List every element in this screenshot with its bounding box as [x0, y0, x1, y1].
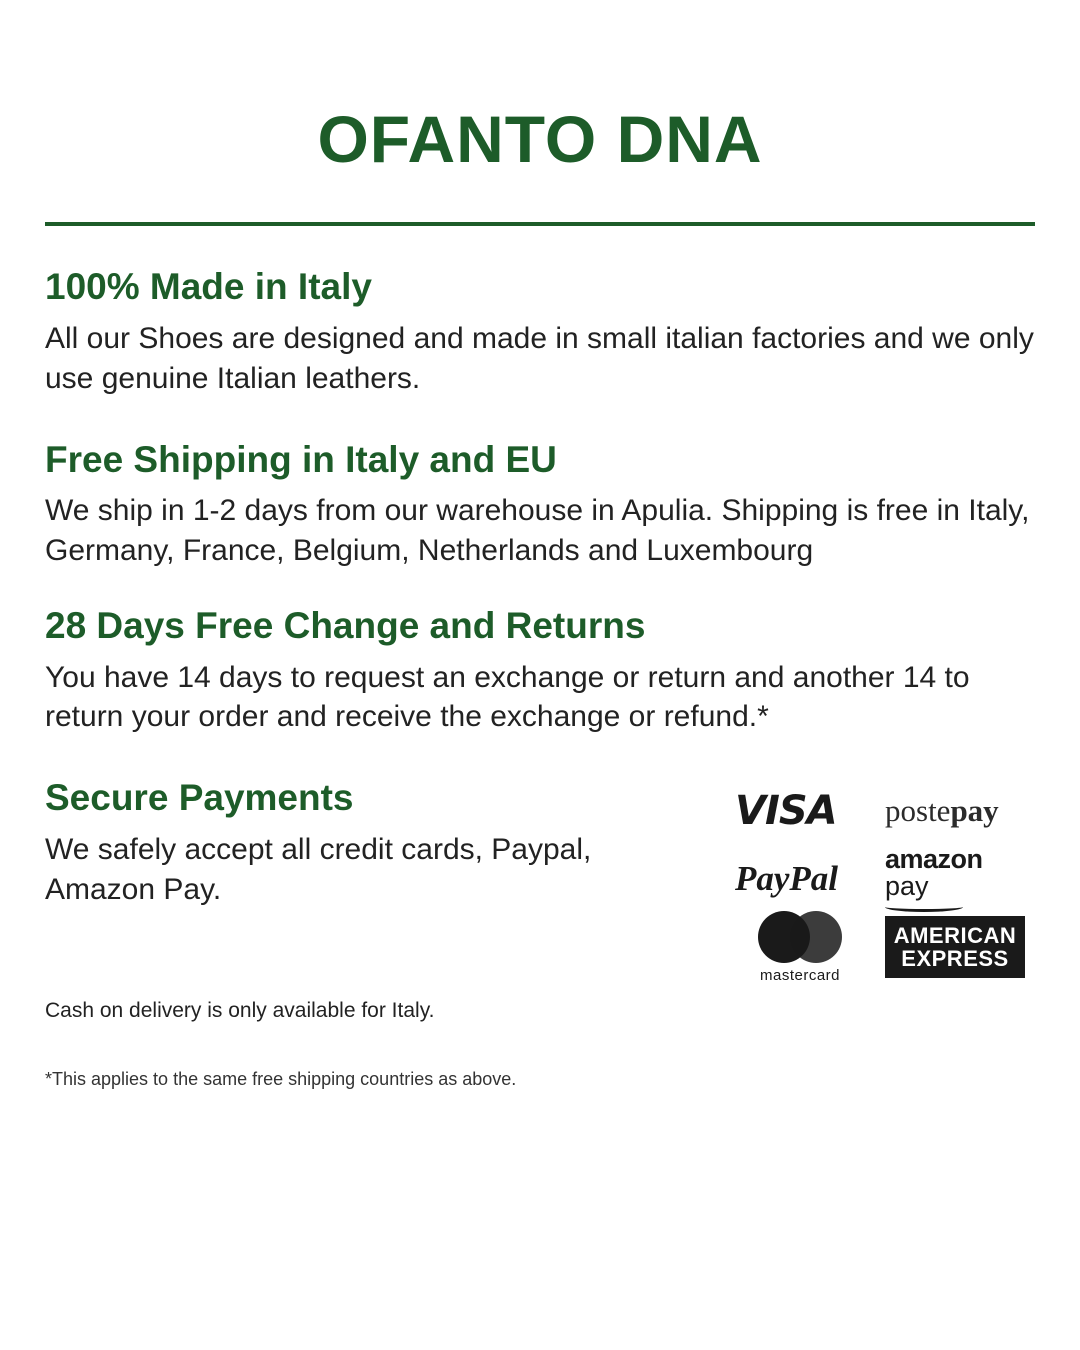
mastercard-logo — [735, 921, 865, 984]
section-body-free-shipping: We ship in 1-2 days from our warehouse in Apulia. Shipping is free in Italy, Germany, France, Belgium, Netherlands and Luxembourg — [45, 494, 1030, 568]
section-heading-secure-payments: Secure Payments — [45, 777, 354, 819]
section-heading-returns: 28 Days Free Change and Returns — [45, 604, 646, 646]
page-title: OFANTO DNA — [317, 102, 763, 176]
postepay-light-text: poste — [885, 793, 951, 829]
payment-logos — [735, 777, 1035, 984]
mastercard-logo-text: mastercard — [759, 966, 841, 984]
payments-text — [45, 777, 685, 909]
postepay-logo — [885, 785, 1025, 837]
section-secure-payments — [45, 777, 1035, 1023]
amazon-swoosh-icon — [885, 902, 963, 912]
footnote: *This applies to the same free shipping countries as above. — [45, 1069, 517, 1090]
amazon-pay-logo-text — [885, 846, 1025, 912]
section-returns — [45, 605, 1035, 737]
cash-on-delivery-note: Cash on delivery is only available for Italy. — [45, 999, 435, 1023]
section-body-made-in-italy: All our Shoes are designed and made in small italian factories and we only use genuine Italian leathers. — [45, 321, 1034, 395]
postepay-logo-text — [885, 793, 1025, 829]
payments-row — [45, 777, 1035, 984]
mastercard-circles-icon — [758, 911, 842, 963]
amex-line-2: EXPRESS — [901, 946, 1009, 972]
section-heading-made-in-italy: 100% Made in Italy — [45, 266, 372, 308]
amex-line-1: AMERICAN — [893, 923, 1017, 949]
paypal-logo-text: PayPal — [735, 859, 839, 899]
amazon-pay-bold-text: amazon — [885, 844, 983, 875]
paypal-logo — [735, 853, 865, 905]
amex-box — [885, 916, 1025, 978]
amazon-pay-light-text: pay — [885, 871, 929, 902]
title-divider — [45, 222, 1035, 226]
visa-logo-text: VISA — [735, 788, 837, 835]
section-heading-free-shipping: Free Shipping in Italy and EU — [45, 438, 557, 480]
american-express-logo — [885, 921, 1025, 973]
section-body-secure-payments: We safely accept all credit cards, Paypal, Amazon Pay. — [45, 832, 592, 906]
visa-logo — [735, 785, 865, 837]
section-made-in-italy — [45, 266, 1035, 398]
amazon-pay-logo — [885, 844, 1025, 905]
postepay-bold-text: pay — [950, 793, 999, 829]
section-free-shipping — [45, 439, 1035, 571]
section-body-returns: You have 14 days to request an exchange or return and another 14 to return your order and receive the exchange or refund.* — [45, 660, 970, 734]
